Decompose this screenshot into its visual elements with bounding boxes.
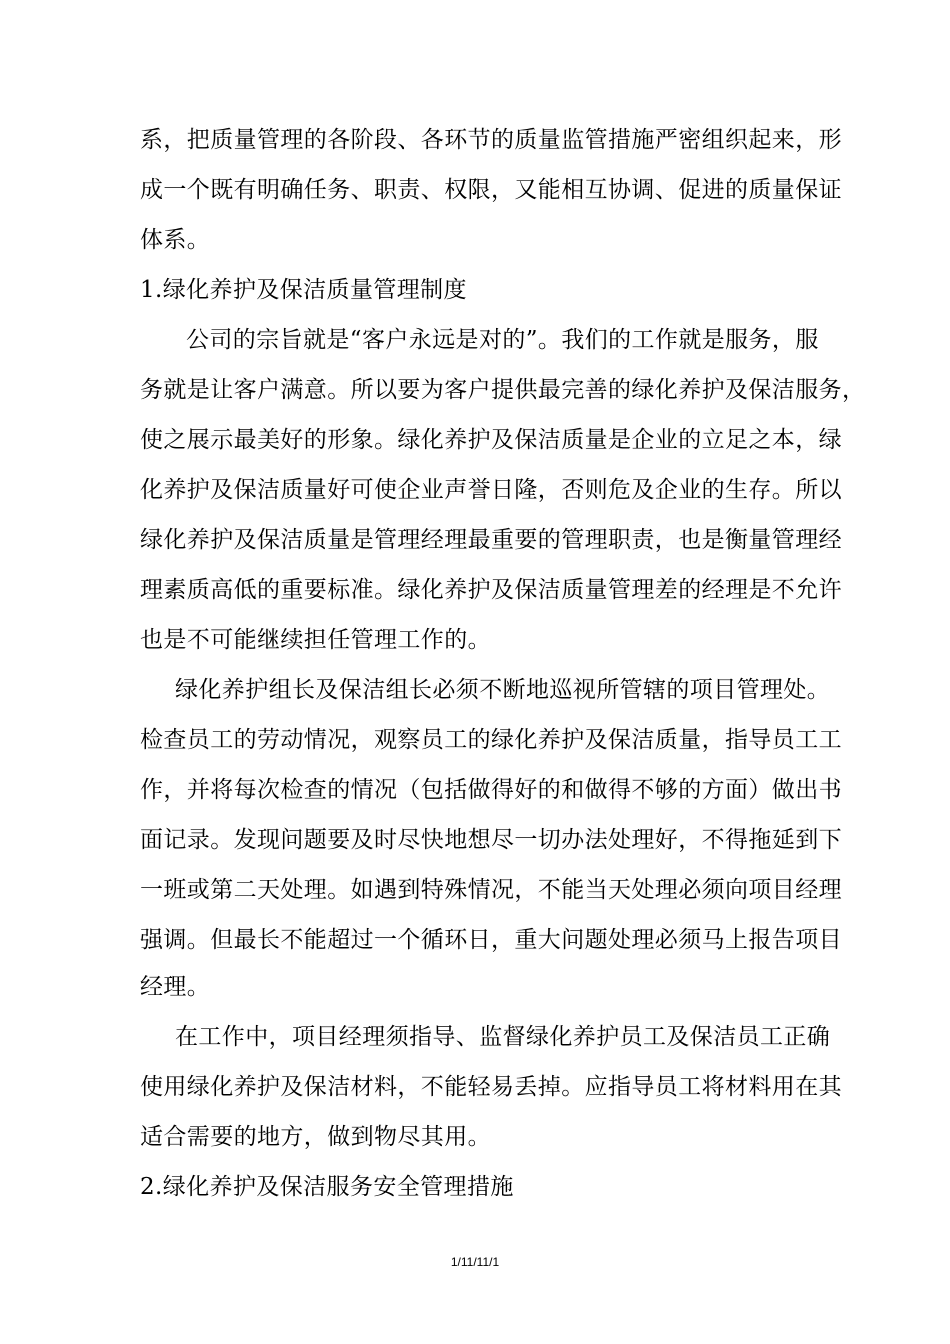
body-text-line: 绿化养护及保洁质量是管理经理最重要的管理职责，也是衡量管理经 (140, 527, 842, 553)
body-text-line: 经理。 (140, 974, 211, 1000)
body-text-line: 使之展示最美好的形象。绿化养护及保洁质量是企业的立足之本，绿 (140, 427, 842, 453)
body-text-line: 检查员工的劳动情况，观察员工的绿化养护及保洁质量，指导员工工 (140, 727, 842, 753)
body-text-line: 务就是让客户满意。所以要为客户提供最完善的绿化养护及保洁服务， (140, 377, 866, 403)
body-text-line: 作，并将每次检查的情况（包括做得好的和做得不够的方面）做出书 (140, 777, 842, 803)
body-text-line: 强调。但最长不能超过一个循环日，重大问题处理必须马上报告项目 (140, 927, 842, 953)
body-text-line: 系，把质量管理的各阶段、各环节的质量监管措施严密组织起来，形 (140, 127, 842, 153)
body-text-line: 也是不可能继续担任管理工作的。 (140, 627, 491, 653)
body-text-line: 化养护及保洁质量好可使企业声誉日隆，否则危及企业的生存。所以 (140, 477, 842, 503)
page-number: 1/11/11/1 (450, 1255, 500, 1269)
body-text-line: 体系。 (140, 227, 211, 253)
body-text-line: 理素质高低的重要标准。绿化养护及保洁质量管理差的经理是不允许 (140, 577, 842, 603)
body-text-line: 一班或第二天处理。如遇到特殊情况，不能当天处理必须向项目经理 (140, 877, 842, 903)
section-heading: 1.绿化养护及保洁质量管理制度 (140, 277, 467, 303)
body-text-line: 成一个既有明确任务、职责、权限，又能相互协调、促进的质量保证 (140, 177, 842, 203)
body-text-line: 在工作中，项目经理须指导、监督绿化养护员工及保洁员工正确 (175, 1024, 831, 1050)
body-text-line: 绿化养护组长及保洁组长必须不断地巡视所管辖的项目管理处。 (175, 677, 831, 703)
section-heading: 2.绿化养护及保洁服务安全管理措施 (140, 1174, 514, 1200)
body-text-line: 使用绿化养护及保洁材料，不能轻易丢掉。应指导员工将材料用在其 (140, 1074, 842, 1100)
body-text-line: 面记录。发现问题要及时尽快地想尽一切办法处理好，不得拖延到下 (140, 827, 842, 853)
body-text-line: 适合需要的地方，做到物尽其用。 (140, 1124, 491, 1150)
body-text-line: 公司的宗旨就是“客户永远是对的”。我们的工作就是服务，服 (186, 327, 819, 353)
